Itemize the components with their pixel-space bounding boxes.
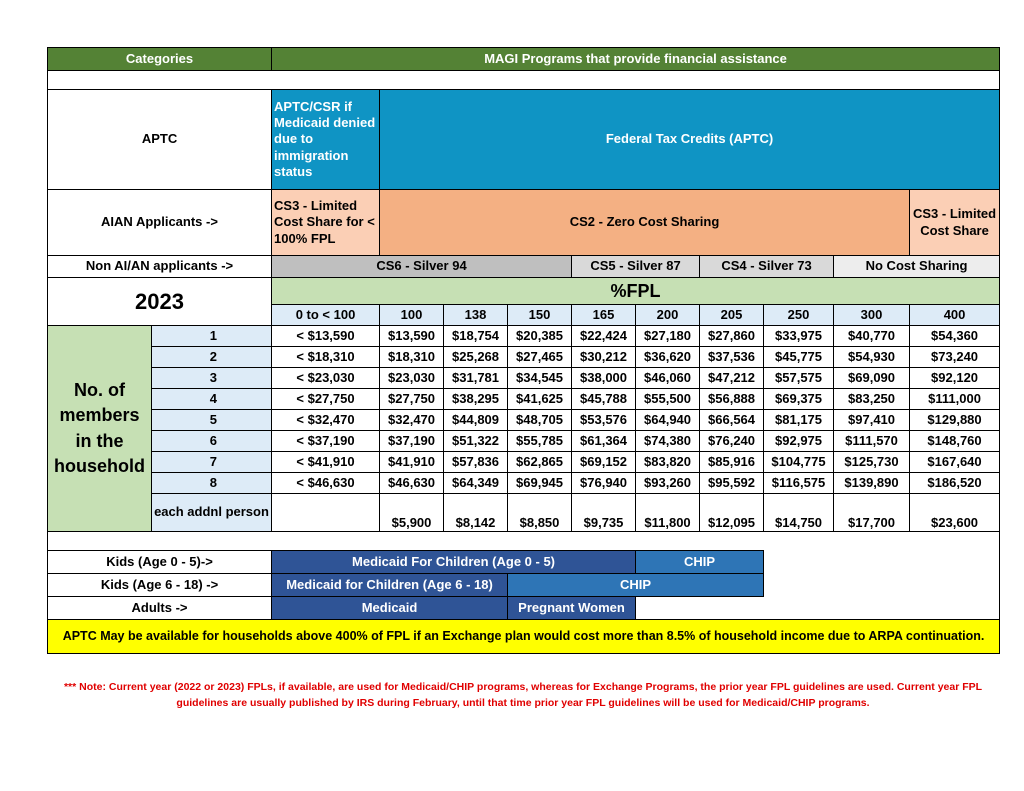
fpl-value: $111,000	[910, 389, 1000, 410]
fpl-value: $69,945	[508, 473, 572, 494]
spacer-cell	[48, 532, 1000, 551]
fpl-value: $116,575	[764, 473, 834, 494]
fpl-value: $95,592	[700, 473, 764, 494]
fpl-column-header: 250	[764, 305, 834, 326]
fpl-value: < $27,750	[272, 389, 380, 410]
fpl-value: $27,465	[508, 347, 572, 368]
fpl-value: $23,030	[380, 368, 444, 389]
fpl-column-header: 205	[700, 305, 764, 326]
table-row	[48, 431, 1000, 452]
cs4-silver-73: CS4 - Silver 73	[700, 256, 834, 278]
table-row	[48, 347, 1000, 368]
spacer-row	[48, 71, 1000, 90]
fpl-value: $92,975	[764, 431, 834, 452]
fpl-value: < $46,630	[272, 473, 380, 494]
fpl-value: $55,785	[508, 431, 572, 452]
fpl-value: $37,190	[380, 431, 444, 452]
fpl-value: $83,250	[834, 389, 910, 410]
fpl-value: $129,880	[910, 410, 1000, 431]
empty-cell	[764, 574, 1000, 597]
fpl-value: $54,930	[834, 347, 910, 368]
medicaid-children-0-5: Medicaid For Children (Age 0 - 5)	[272, 551, 636, 574]
aian-row	[48, 190, 1000, 256]
fpl-value: $111,570	[834, 431, 910, 452]
footnote: *** Note: Current year (2022 or 2023) FPLs, if available, are used for Medicaid/CHIP programs, whereas for Exchange Programs, the prior year FPL guidelines are used. Current year FPL guidelines are usually published by IRS during February, until that time prior year FPL guidelines will be used for Medicaid/CHIP programs.	[63, 681, 983, 709]
fpl-column-header: 0 to < 100	[272, 305, 380, 326]
medicaid-children-6-18: Medicaid for Children (Age 6 - 18)	[272, 574, 508, 597]
empty-cell	[764, 551, 1000, 574]
cs3-limited-cost-share: CS3 - Limited Cost Share	[910, 190, 1000, 256]
chip-0-5: CHIP	[636, 551, 764, 574]
fpl-value: $34,545	[508, 368, 572, 389]
fpl-value: $36,620	[636, 347, 700, 368]
fpl-value: $48,705	[508, 410, 572, 431]
fpl-value: $69,152	[572, 452, 636, 473]
addnl-value: $9,735	[572, 494, 636, 532]
fpl-value: $41,625	[508, 389, 572, 410]
fpl-value: $57,836	[444, 452, 508, 473]
addnl-value: $5,900	[380, 494, 444, 532]
fpl-value: $46,060	[636, 368, 700, 389]
household-size: 1	[152, 326, 272, 347]
fpl-value: $40,770	[834, 326, 910, 347]
household-size: 7	[152, 452, 272, 473]
aptc-row	[48, 90, 1000, 190]
fpl-column-header: 100	[380, 305, 444, 326]
fpl-value: $167,640	[910, 452, 1000, 473]
kids-0-5-row	[48, 551, 1000, 574]
chip-6-18: CHIP	[508, 574, 764, 597]
fpl-value: $62,865	[508, 452, 572, 473]
fpl-label: %FPL	[272, 278, 1000, 305]
year-label: 2023	[48, 278, 272, 326]
fpl-value: < $23,030	[272, 368, 380, 389]
pregnant-women: Pregnant Women	[508, 597, 636, 620]
fpl-value: $32,470	[380, 410, 444, 431]
fpl-value: $186,520	[910, 473, 1000, 494]
fpl-value: $38,295	[444, 389, 508, 410]
fpl-value: $31,781	[444, 368, 508, 389]
fpl-value: $64,940	[636, 410, 700, 431]
fpl-value: $27,860	[700, 326, 764, 347]
fpl-value: $81,175	[764, 410, 834, 431]
aian-label: AIAN Applicants ->	[48, 190, 272, 256]
fpl-value: $69,375	[764, 389, 834, 410]
cs3-limited-cost-share-fpl: CS3 - Limited Cost Share for < 100% FPL	[272, 190, 380, 256]
fpl-value: $18,754	[444, 326, 508, 347]
fpl-value: $18,310	[380, 347, 444, 368]
magi-header: MAGI Programs that provide financial assistance	[272, 48, 1000, 71]
household-size: 5	[152, 410, 272, 431]
year-fpl-row	[48, 278, 1000, 305]
addnl-value: $8,850	[508, 494, 572, 532]
fpl-value: $83,820	[636, 452, 700, 473]
table-row	[48, 452, 1000, 473]
addnl-value: $12,095	[700, 494, 764, 532]
fpl-column-header: 200	[636, 305, 700, 326]
fpl-value: $27,180	[636, 326, 700, 347]
fpl-value: $148,760	[910, 431, 1000, 452]
fpl-value: < $18,310	[272, 347, 380, 368]
kids-6-18-label: Kids (Age 6 - 18) ->	[48, 574, 272, 597]
table-row	[48, 389, 1000, 410]
fpl-value: $97,410	[834, 410, 910, 431]
fpl-value: $51,322	[444, 431, 508, 452]
aptc-label: APTC	[48, 90, 272, 190]
kids-6-18-row	[48, 574, 1000, 597]
household-size: 2	[152, 347, 272, 368]
fpl-value: < $37,190	[272, 431, 380, 452]
fpl-value: $125,730	[834, 452, 910, 473]
fpl-value: $44,809	[444, 410, 508, 431]
household-size: 4	[152, 389, 272, 410]
fpl-column-header: 400	[910, 305, 1000, 326]
fpl-value: $38,000	[572, 368, 636, 389]
spacer-cell	[48, 71, 1000, 90]
addnl-value: $11,800	[636, 494, 700, 532]
no-cost-sharing: No Cost Sharing	[834, 256, 1000, 278]
aptc-note: APTC May be available for households above 400% of FPL if an Exchange plan would cost more than 8.5% of household income due to ARPA continuation.	[48, 620, 1000, 654]
table-row	[48, 326, 1000, 347]
fpl-column-header: 300	[834, 305, 910, 326]
fpl-value: $13,590	[380, 326, 444, 347]
federal-tax-credits: Federal Tax Credits (APTC)	[380, 90, 1000, 190]
cs5-silver-87: CS5 - Silver 87	[572, 256, 700, 278]
fpl-value: $41,910	[380, 452, 444, 473]
non-aian-row	[48, 256, 1000, 278]
fpl-value: < $13,590	[272, 326, 380, 347]
addnl-person-label: each addnl person	[152, 494, 272, 532]
fpl-value: $55,500	[636, 389, 700, 410]
fpl-value: $25,268	[444, 347, 508, 368]
table-row	[48, 368, 1000, 389]
medicaid-adults: Medicaid	[272, 597, 508, 620]
fpl-value: $46,630	[380, 473, 444, 494]
non-aian-label: Non AI/AN applicants ->	[48, 256, 272, 278]
fpl-column-header: 150	[508, 305, 572, 326]
fpl-value: $74,380	[636, 431, 700, 452]
fpl-value: $22,424	[572, 326, 636, 347]
addnl-value: $8,142	[444, 494, 508, 532]
magi-programs-table	[47, 47, 1000, 654]
addnl-value: $23,600	[910, 494, 1000, 532]
addnl-value	[272, 494, 380, 532]
spacer-row	[48, 532, 1000, 551]
fpl-value: $139,890	[834, 473, 910, 494]
fpl-value: $92,120	[910, 368, 1000, 389]
empty-cell	[636, 597, 1000, 620]
kids-0-5-label: Kids (Age 0 - 5)->	[48, 551, 272, 574]
addnl-value: $17,700	[834, 494, 910, 532]
fpl-value: $27,750	[380, 389, 444, 410]
fpl-value: $73,240	[910, 347, 1000, 368]
adults-label: Adults ->	[48, 597, 272, 620]
aptc-csr-immigration: APTC/CSR if Medicaid denied due to immigration status	[272, 90, 380, 190]
addnl-person-row	[48, 494, 1000, 532]
fpl-value: $85,916	[700, 452, 764, 473]
fpl-value: $20,385	[508, 326, 572, 347]
aptc-note-row	[48, 620, 1000, 654]
addnl-value: $14,750	[764, 494, 834, 532]
fpl-value: $45,788	[572, 389, 636, 410]
fpl-value: $76,940	[572, 473, 636, 494]
fpl-value: $37,536	[700, 347, 764, 368]
members-label: No. of members in the household	[48, 326, 152, 532]
fpl-chart-sheet	[47, 47, 999, 654]
household-size: 8	[152, 473, 272, 494]
table-row	[48, 410, 1000, 431]
fpl-column-header: 138	[444, 305, 508, 326]
fpl-value: < $32,470	[272, 410, 380, 431]
fpl-value: $47,212	[700, 368, 764, 389]
cs6-silver-94: CS6 - Silver 94	[272, 256, 572, 278]
household-size: 6	[152, 431, 272, 452]
fpl-value: $33,975	[764, 326, 834, 347]
fpl-value: $69,090	[834, 368, 910, 389]
categories-header: Categories	[48, 48, 272, 71]
fpl-value: $93,260	[636, 473, 700, 494]
fpl-value: $56,888	[700, 389, 764, 410]
fpl-value: $57,575	[764, 368, 834, 389]
fpl-value: $104,775	[764, 452, 834, 473]
fpl-column-header: 165	[572, 305, 636, 326]
fpl-value: $54,360	[910, 326, 1000, 347]
household-size: 3	[152, 368, 272, 389]
fpl-value: < $41,910	[272, 452, 380, 473]
fpl-value: $61,364	[572, 431, 636, 452]
fpl-value: $76,240	[700, 431, 764, 452]
cs2-zero-cost-sharing: CS2 - Zero Cost Sharing	[380, 190, 910, 256]
table-row	[48, 473, 1000, 494]
adults-row	[48, 597, 1000, 620]
header-row	[48, 48, 1000, 71]
fpl-value: $66,564	[700, 410, 764, 431]
fpl-value: $30,212	[572, 347, 636, 368]
fpl-value: $53,576	[572, 410, 636, 431]
fpl-value: $45,775	[764, 347, 834, 368]
fpl-value: $64,349	[444, 473, 508, 494]
